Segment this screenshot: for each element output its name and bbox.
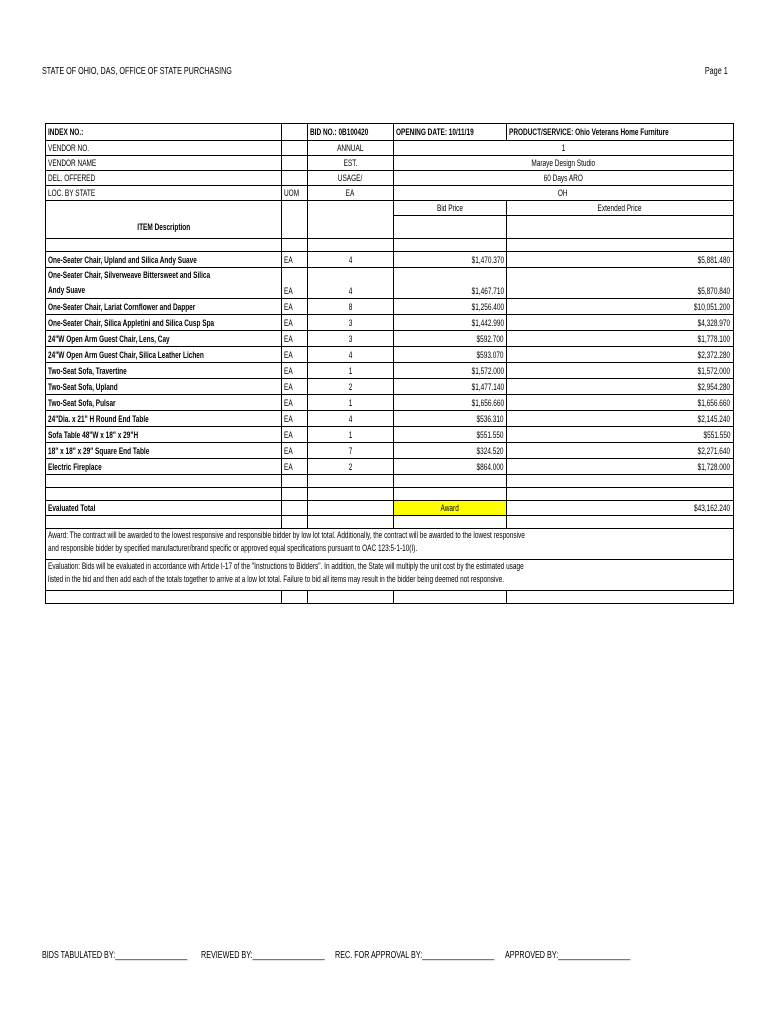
item-uom: EA [281, 459, 307, 475]
bid-no: BID NO.: 0B100420 [307, 124, 393, 141]
item-extended-price: $1,778.100 [506, 331, 733, 347]
spacer-row [46, 516, 734, 529]
location: OH [393, 186, 733, 201]
item-extended-price: $1,572.000 [506, 363, 733, 379]
item-uom: EA [281, 443, 307, 459]
vendor-name-row: VENDOR NAME EST. Maraye Design Studio [46, 156, 734, 171]
item-bid-price: $1,256.400 [393, 299, 506, 315]
item-row [46, 379, 734, 395]
extended-price-header: Extended Price [506, 201, 733, 216]
item-quantity: 2 [307, 459, 393, 475]
item-description-header-row [46, 216, 734, 239]
item-uom: EA [281, 347, 307, 363]
item-uom: EA [281, 315, 307, 331]
item-description: Two-Seat Sofa, Upland [46, 379, 282, 395]
item-row [46, 347, 734, 363]
item-bid-price: $864.000 [393, 459, 506, 475]
item-quantity: 1 [307, 395, 393, 411]
reviewed-by-signature: REVIEWED BY:__________________ [200, 950, 325, 961]
spacer-row [46, 475, 734, 488]
item-bid-price: $1,470.370 [393, 252, 506, 268]
item-extended-price: $2,271.640 [506, 443, 733, 459]
item-bid-price: $536.310 [393, 411, 506, 427]
item-extended-price: $2,372.280 [506, 347, 733, 363]
item-bid-price: $1,656.660 [393, 395, 506, 411]
item-quantity: 4 [307, 411, 393, 427]
item-uom: EA [281, 411, 307, 427]
spacer-row [46, 591, 734, 604]
item-bid-price: $1,477.140 [393, 379, 506, 395]
evaluated-total-row [46, 501, 734, 516]
vendor-number: 1 [393, 141, 733, 156]
item-extended-price: $2,954.280 [506, 379, 733, 395]
item-description: Sofa Table 48"W x 18" x 29"H [46, 427, 282, 443]
opening-date: OPENING DATE: 10/11/19 [393, 124, 506, 141]
item-uom: EA [281, 299, 307, 315]
item-quantity: 1 [307, 427, 393, 443]
item-row [46, 363, 734, 379]
item-description: 18" x 18" x 29" Square End Table [46, 443, 282, 459]
item-quantity: 3 [307, 331, 393, 347]
item-quantity: 1 [307, 363, 393, 379]
evaluation-note-row [46, 560, 734, 591]
item-description: 24"W Open Arm Guest Chair, Silica Leather Lichen [46, 347, 282, 363]
award-note: Award: The contract will be awarded to the lowest responsive and responsible bidder by low lot total. Additionally, the contract will be awarded to the lowest responsive and responsible bidder by specified manufacturer/brand specific or approved equal specifications pursuant to OAC 123:5-1-10(I). [46, 529, 734, 560]
approved-by-signature: APPROVED BY:__________________ [504, 950, 631, 961]
item-bid-price: $593.070 [393, 347, 506, 363]
item-description: One-Seater Chair, Upland and Silica Andy Suave [46, 252, 282, 268]
item-row [46, 411, 734, 427]
item-description: One-Seater Chair, Lariat Cornflower and Dapper [46, 299, 282, 315]
item-quantity: 7 [307, 443, 393, 459]
item-bid-price: $324.520 [393, 443, 506, 459]
award-note-row [46, 529, 734, 560]
spacer-row [46, 488, 734, 501]
item-quantity: 4 [307, 252, 393, 268]
item-uom: EA [281, 395, 307, 411]
location-row: LOC. BY STATE UOM EA OH [46, 186, 734, 201]
delivery-offered: 60 Days ARO [393, 171, 733, 186]
item-row [46, 299, 734, 315]
item-uom: EA [281, 427, 307, 443]
item-bid-price: $1,467.710 [393, 268, 506, 299]
item-description: One-Seater Chair, Silica Appletini and Silica Cusp Spa [46, 315, 282, 331]
item-extended-price: $5,881.480 [506, 252, 733, 268]
item-row [46, 395, 734, 411]
item-extended-price: $5,870.840 [506, 268, 733, 299]
rec-for-approval-signature: REC. FOR APPROVAL BY:__________________ [334, 950, 495, 961]
item-uom: EA [281, 363, 307, 379]
item-description: One-Seater Chair, Silverweave Bittersweet and Silica Andy Suave [46, 268, 282, 299]
item-uom: EA [281, 331, 307, 347]
item-description: Two-Seat Sofa, Pulsar [46, 395, 282, 411]
item-bid-price: $1,572.000 [393, 363, 506, 379]
header-row [46, 124, 734, 141]
item-bid-price: $551.550 [393, 427, 506, 443]
tabulated-by-signature: BIDS TABULATED BY:__________________ [42, 950, 188, 961]
item-quantity: 4 [307, 347, 393, 363]
item-extended-price: $10,051.200 [506, 299, 733, 315]
item-quantity: 8 [307, 299, 393, 315]
item-description: 24"Dia. x 21" H Round End Table [46, 411, 282, 427]
item-uom: EA [281, 268, 307, 299]
item-description: 24"W Open Arm Guest Chair, Lens, Cay [46, 331, 282, 347]
approval-signatures [42, 950, 641, 961]
item-quantity: 2 [307, 379, 393, 395]
item-extended-price: $1,728.000 [506, 459, 733, 475]
item-uom: EA [281, 379, 307, 395]
item-row [46, 443, 734, 459]
page-number: Page 1 [705, 66, 728, 77]
bid-price-header: Bid Price [393, 201, 506, 216]
item-extended-price: $4,328.970 [506, 315, 733, 331]
item-bid-price: $1,442.990 [393, 315, 506, 331]
evaluated-total-label: Evaluated Total [46, 501, 282, 516]
item-extended-price: $1,656.660 [506, 395, 733, 411]
item-quantity: 3 [307, 315, 393, 331]
vendor-name: Maraye Design Studio [393, 156, 733, 171]
price-header-row [46, 201, 734, 216]
product-service: PRODUCT/SERVICE: Ohio Veterans Home Furniture [506, 124, 733, 141]
item-extended-price: $551.550 [506, 427, 733, 443]
item-row [46, 427, 734, 443]
item-description: Electric Fireplace [46, 459, 282, 475]
delivery-row: DEL. OFFERED USAGE/ 60 Days ARO [46, 171, 734, 186]
item-row [46, 315, 734, 331]
index-no-label: INDEX NO.: [46, 124, 282, 141]
item-row [46, 459, 734, 475]
item-uom: EA [281, 252, 307, 268]
item-bid-price: $592.700 [393, 331, 506, 347]
vendor-no-row: VENDOR NO. ANNUAL 1 [46, 141, 734, 156]
evaluated-total-value: $43,162.240 [506, 501, 733, 516]
agency-header: STATE OF OHIO, DAS, OFFICE OF STATE PURCHASING [42, 66, 232, 77]
item-description-header: ITEM Description [46, 216, 282, 239]
item-description: Two-Seat Sofa, Travertine [46, 363, 282, 379]
bid-tabulation-table [45, 123, 734, 604]
spacer-row [46, 239, 734, 252]
item-row [46, 252, 734, 268]
item-extended-price: $2,145.240 [506, 411, 733, 427]
award-highlight: Award [393, 501, 506, 516]
item-row [46, 331, 734, 347]
item-row [46, 268, 734, 299]
evaluation-note: Evaluation: Bids will be evaluated in accordance with Article I-17 of the "Instructions to Bidders". In addition, the State will multiply the unit cost by the estimated usage listed in the bid and then add each of the totals together to arrive at a low lot total. Failure to bid all items may result in the bidder being deemed not responsive. [46, 560, 734, 591]
item-quantity: 4 [307, 268, 393, 299]
